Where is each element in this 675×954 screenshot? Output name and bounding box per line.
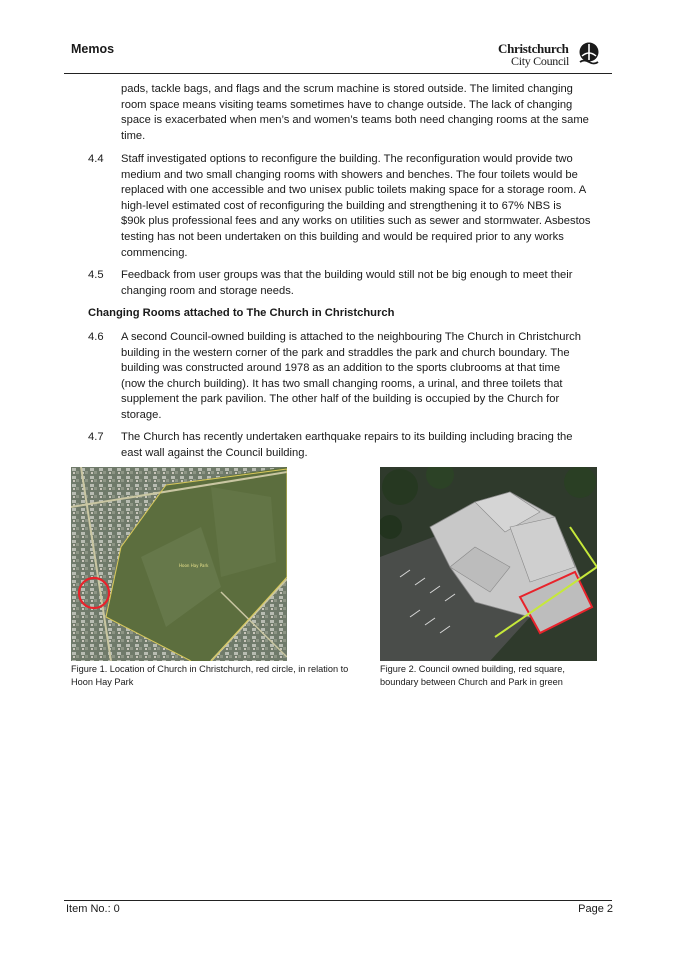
footer-divider [64, 900, 612, 901]
caption-line: boundary between Church and Park in green [380, 677, 563, 687]
text-line: medium and two small changing rooms with showers and benches. The four toilets would be [121, 168, 578, 181]
text-line: storage. [121, 408, 162, 421]
text-line: pads, tackle bags, and flags and the scrum machine is stored outside. The limited changing [121, 83, 573, 95]
map-park-label: Hoon Hay Park [179, 563, 209, 568]
caption-line: Figure 1. Location of Church in Christchurch, red circle, in relation to [71, 664, 349, 674]
figure-2-aerial-building [380, 467, 597, 661]
logo-line-2: City Council [511, 54, 570, 68]
figure-1-aerial-map [71, 467, 287, 661]
text-line: testing has not been undertaken on this building and would be required prior to any works [121, 230, 564, 243]
footer-item-number: Item No.: 0 [66, 903, 120, 915]
section-subheading: Changing Rooms attached to The Church in Christchurch [88, 307, 395, 319]
paragraph-number: 4.6 [88, 331, 104, 343]
text-line: commencing. [121, 246, 188, 259]
text-line: (now the church building). It has two small changing rooms, a urinal, and three toilets that [121, 377, 563, 390]
footer-page-number: Page 2 [578, 903, 613, 915]
paragraph-4-7 [121, 430, 616, 461]
text-line: Feedback from user groups was that the building would still not be big enough to meet their [121, 269, 573, 281]
text-line: room space means visiting teams sometimes have to change outside. The lack of changing [121, 98, 573, 111]
figure-1-caption [71, 663, 371, 689]
text-line: Staff investigated options to reconfigure the building. The reconfiguration would provide two [121, 153, 573, 165]
continuation-paragraph [121, 82, 616, 144]
paragraph-4-4 [121, 152, 616, 261]
header-divider [64, 73, 612, 74]
caption-line: Figure 2. Council owned building, red square, [380, 664, 565, 674]
text-line: building in the western corner of the park and straddles the park and church boundary. The [121, 346, 570, 359]
text-line: high-level estimated cost of reconfiguring the building and strengthening it to 67% NBS is [121, 199, 562, 212]
text-line: building was constructed around 1978 as an addition to the sports clubrooms at that time [121, 362, 561, 375]
text-line: changing room and storage needs. [121, 284, 294, 297]
paragraph-4-5 [121, 268, 616, 299]
paragraph-number: 4.5 [88, 269, 104, 281]
caption-line: Hoon Hay Park [71, 677, 134, 687]
text-line: time. [121, 129, 146, 142]
text-line: The Church has recently undertaken earthquake repairs to its building including bracing the [121, 431, 573, 443]
council-emblem-icon [578, 42, 600, 66]
paragraph-number: 4.4 [88, 153, 104, 165]
text-line: east wall against the Council building. [121, 446, 308, 459]
memo-header-title: Memos [71, 42, 115, 56]
text-line: $90k plus professional fees and any works on utilities such as sewer and stormwater. Asbestos [121, 215, 591, 228]
logo-line-1: Christchurch [498, 41, 569, 56]
text-line: replaced with one accessible and two unisex public toilets making space for a storage room. A [121, 184, 587, 197]
text-line: space is exacerbated when men’s and women’s teams both need changing rooms at the same [121, 114, 589, 127]
figure-2-caption [380, 663, 610, 689]
text-line: supplement the park pavilion. The other half of the building is occupied by the Church for [121, 393, 560, 406]
text-line: A second Council-owned building is attached to the neighbouring The Church in Christchurch [121, 331, 582, 343]
paragraph-4-6 [121, 330, 616, 424]
paragraph-number: 4.7 [88, 431, 104, 443]
